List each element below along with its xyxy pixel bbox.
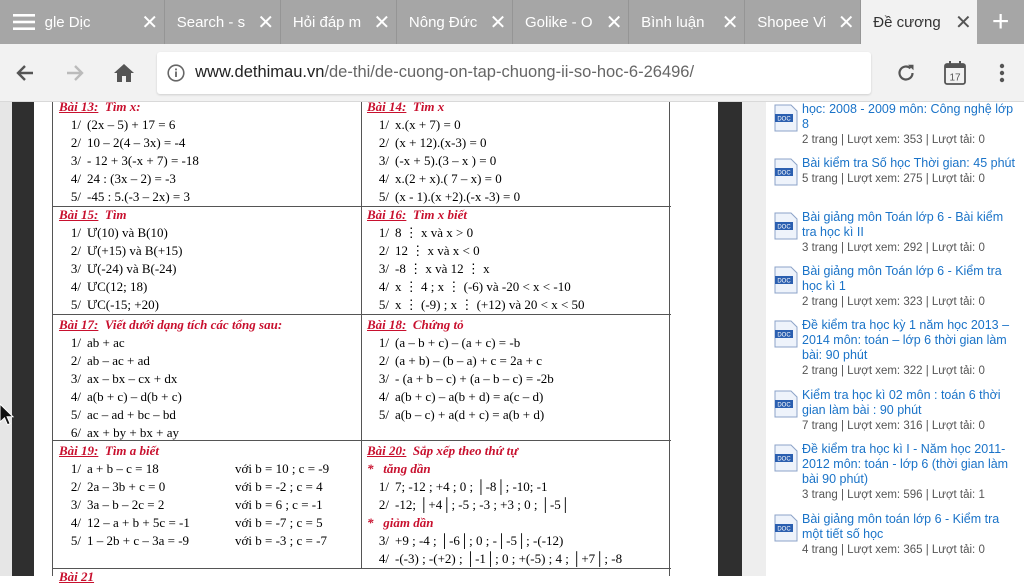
problem-number: 2/ [70, 243, 81, 258]
problem-text: ac – ad + bc – bd [87, 407, 176, 422]
doc-file-label: DOC [777, 402, 791, 409]
problem-number: 3/ [378, 153, 389, 168]
subheading-text: tăng dần [383, 461, 431, 476]
exercise-number: Bài 20: [367, 443, 407, 458]
arrow-left-icon [15, 63, 35, 83]
problem-text: a(b + c) – a(b + d) = a(c – d) [395, 389, 544, 404]
problem-number: 3/ [70, 261, 81, 276]
exercise-15 [59, 206, 183, 314]
doc-file-label: DOC [777, 116, 791, 123]
problem-text: ab + ac [87, 335, 125, 350]
problem-number: 4/ [378, 171, 389, 186]
info-icon[interactable] [167, 64, 185, 82]
problem-number: 1/ [70, 117, 81, 132]
problem-text: Ư(10) và B(10) [87, 225, 168, 240]
calendar-icon [944, 61, 966, 85]
problem-text: (x + 12).(x-3) = 0 [395, 135, 487, 150]
close-icon[interactable]: ✕ [605, 11, 623, 34]
problem-text: 12 ⋮ x và x < 0 [395, 243, 480, 258]
related-doc-item[interactable] [774, 264, 1018, 310]
exercise-number: Bài 13: [59, 99, 99, 114]
exercise-13 [59, 98, 199, 206]
problem-number: 5/ [378, 297, 389, 312]
related-doc-item[interactable] [774, 318, 1018, 379]
problem-text: 8 ⋮ x và x > 0 [395, 225, 474, 240]
exercise-14 [367, 98, 520, 206]
problem-line [367, 152, 520, 170]
problem-text: -(-3) ; -(+2) ; │-1│; 0 ; +(-5) ; 4 ; │+7│; -8 [395, 551, 623, 566]
problem-text: -12; │+4│; -5 ; -3 ; +3 ; 0 ; │-5│ [395, 497, 570, 512]
related-doc-title[interactable]: Đề kiểm tra học kỳ 1 năm học 2013 – 2014 môn: toán – lớp 6 thời gian làm bài: 90 phút [802, 318, 1010, 362]
problem-line [367, 550, 622, 568]
problem-number: 1/ [378, 335, 389, 350]
problem-line [367, 352, 554, 370]
tab-shopee[interactable] [745, 0, 861, 44]
exercise-21 [59, 568, 94, 586]
related-doc-meta: 7 trang | Lượt xem: 316 | Lượt tải: 0 [802, 420, 985, 432]
problem-line [59, 224, 183, 242]
exercise-title: Viết dưới dạng tích các tổng sau: [104, 317, 283, 332]
reload-button[interactable] [881, 44, 931, 102]
problem-text: ƯC(12; 18) [87, 279, 148, 294]
problem-text: 24 : (3x – 2) = -3 [87, 171, 176, 186]
problem-text: Ư(-24) và B(-24) [87, 261, 177, 276]
tab-hoi-dap[interactable] [281, 0, 397, 44]
problem-number: 1/ [378, 225, 389, 240]
close-icon[interactable]: ✕ [257, 11, 275, 34]
problem-number: 4/ [70, 171, 81, 186]
gutter [742, 102, 766, 576]
problem-text: -8 ⋮ x và 12 ⋮ x [395, 261, 490, 276]
home-button[interactable] [99, 44, 149, 102]
tab-title: Golike - O [525, 13, 593, 31]
problem-text: ab – ac + ad [87, 353, 150, 368]
exercise-title: Sắp xếp theo thứ tự [412, 443, 519, 458]
exercise-number: Bài 21 [59, 569, 95, 584]
problem-text: ax + by + bx + ay [87, 425, 180, 440]
tab-title: gle Dịc [44, 13, 91, 31]
problem-condition: với b = 6 ; c = -1 [235, 497, 323, 512]
problem-line [367, 116, 520, 134]
exercise-table [52, 99, 670, 584]
problem-line [367, 134, 520, 152]
problem-line [367, 170, 520, 188]
related-doc-meta: 2 trang | Lượt xem: 353 | Lượt tải: 0 [802, 134, 985, 146]
close-icon[interactable]: ✕ [954, 11, 972, 34]
subheading-descending [367, 514, 622, 532]
related-doc-title[interactable]: Kiểm tra học kì 02 môn : toán 6 thời gian làm bài : 90 phút [802, 388, 1001, 417]
tab-switcher-menu-button[interactable] [0, 0, 49, 44]
problem-number: 5/ [70, 407, 81, 422]
problem-number: 4/ [70, 389, 81, 404]
problem-text: a + b – c = 18 [87, 461, 159, 476]
problem-condition: với b = -3 ; c = -7 [235, 533, 327, 548]
problem-number: 5/ [70, 533, 81, 548]
related-doc-title[interactable]: Bài giảng môn Toán lớp 6 - Bài kiểm tra học kì II [802, 210, 1004, 239]
doc-file-icon [774, 390, 798, 418]
bullet-star: * [367, 461, 374, 476]
exercise-number: Bài 18: [367, 317, 407, 332]
tab-title: Nông Đức [408, 13, 478, 31]
problem-number: 3/ [378, 371, 389, 386]
kebab-menu-icon [999, 63, 1005, 83]
problem-number: 2/ [70, 135, 81, 150]
exercise-heading [59, 442, 190, 460]
web-content [0, 99, 1024, 584]
problem-line [367, 242, 585, 260]
problem-line [367, 478, 622, 496]
related-doc-title[interactable]: Bài kiểm tra Số học Thời gian: 45 phút [802, 156, 1015, 170]
problem-number: 1/ [378, 479, 389, 494]
exercise-title: Tìm [104, 207, 127, 222]
exercise-16 [367, 206, 585, 314]
tab-nong-duc[interactable] [397, 0, 513, 44]
related-doc-item[interactable] [774, 102, 1018, 148]
related-doc-title[interactable]: học: 2008 - 2009 môn: Công nghệ lớp 8 [802, 102, 1014, 131]
problem-text: 3a – b – 2c = 2 [87, 497, 165, 512]
problem-condition: với b = -2 ; c = 4 [235, 479, 323, 494]
problem-line [59, 116, 199, 134]
problem-text: (-x + 5).(3 – x ) = 0 [395, 153, 497, 168]
tab-golike[interactable] [513, 0, 629, 44]
problem-text: -45 : 5.(-3 – 2x) = 3 [87, 189, 191, 204]
mouse-cursor-icon [0, 404, 14, 426]
table-column-divider [361, 102, 362, 568]
exercise-heading [367, 98, 520, 116]
doc-file-label: DOC [777, 170, 791, 177]
back-button[interactable] [0, 44, 50, 102]
problem-text: x.(2 + x).( 7 – x) = 0 [395, 171, 502, 186]
exercise-title: Tìm x: [104, 99, 141, 114]
exercise-20 [367, 442, 622, 568]
related-documents-sidebar [766, 102, 1024, 576]
tab-title: Bình luận [641, 13, 705, 31]
problem-text: 10 – 2(4 – 3x) = -4 [87, 135, 186, 150]
left-margin [0, 102, 12, 576]
problem-number: 2/ [70, 479, 81, 494]
related-doc-item[interactable] [774, 442, 1018, 503]
home-icon [113, 63, 135, 83]
exercise-title: Tìm x [412, 99, 445, 114]
doc-file-label: DOC [777, 332, 791, 339]
subheading-ascending [367, 460, 622, 478]
problem-number: 1/ [70, 335, 81, 350]
related-doc-item[interactable] [774, 388, 1018, 434]
tab-search[interactable] [165, 0, 281, 44]
tab-title: Shopee Vi [757, 13, 827, 31]
related-doc-meta: 5 trang | Lượt xem: 275 | Lượt tải: 0 [802, 173, 985, 185]
calendar-day: 17 [949, 72, 961, 83]
overflow-menu-button[interactable] [980, 44, 1024, 102]
problem-condition: với b = -7 ; c = 5 [235, 515, 323, 530]
problem-line [59, 352, 282, 370]
problem-number: 3/ [70, 153, 81, 168]
exercise-heading [367, 206, 585, 224]
related-doc-meta: 2 trang | Lượt xem: 323 | Lượt tải: 0 [802, 296, 985, 308]
problem-number: 5/ [378, 407, 389, 422]
close-icon[interactable]: ✕ [837, 11, 855, 34]
related-doc-item[interactable] [774, 210, 1018, 256]
problem-line [59, 170, 199, 188]
exercise-number: Bài 15: [59, 207, 99, 222]
problem-line [59, 406, 282, 424]
exercise-heading [59, 568, 94, 586]
doc-file-icon [774, 514, 798, 542]
close-icon[interactable]: ✕ [721, 11, 739, 34]
problem-number: 2/ [378, 135, 389, 150]
exercise-19 [59, 442, 330, 550]
table-row-divider [53, 568, 671, 569]
related-doc-title[interactable]: Bài giảng môn Toán lớp 6 - Kiểm tra học kì 1 [802, 264, 1002, 293]
problem-number: 4/ [70, 515, 81, 530]
problem-line [59, 532, 327, 550]
problem-line [59, 514, 323, 532]
plus-icon: + [991, 5, 1010, 38]
problem-text: (2x – 5) + 17 = 6 [87, 117, 176, 132]
tab-binh-luan[interactable] [629, 0, 745, 44]
document-page [34, 99, 718, 584]
tab-title: Hỏi đáp m [292, 13, 362, 31]
new-tab-button[interactable] [977, 0, 1024, 44]
url-text[interactable] [195, 63, 694, 82]
problem-line [367, 224, 585, 242]
reload-icon [896, 63, 916, 83]
problem-line [59, 478, 323, 496]
doc-file-icon [774, 158, 798, 186]
exercise-title: Chứng tỏ [412, 317, 464, 332]
problem-line [367, 296, 585, 314]
exercise-17 [59, 316, 282, 442]
exercise-number: Bài 17: [59, 317, 99, 332]
related-doc-meta: 2 trang | Lượt xem: 322 | Lượt tải: 0 [802, 365, 985, 377]
problem-line [367, 388, 554, 406]
problem-number: 2/ [378, 497, 389, 512]
doc-viewer-border-left [12, 102, 34, 576]
bullet-star: * [367, 515, 374, 530]
problem-text: a(b + c) – d(b + c) [87, 389, 182, 404]
problem-line [367, 260, 585, 278]
problem-number: 1/ [70, 225, 81, 240]
problem-number: 3/ [70, 371, 81, 386]
doc-file-icon [774, 212, 798, 240]
problem-line [367, 334, 554, 352]
problem-number: 5/ [70, 189, 81, 204]
problem-text: +9 ; -4 ; │-6│; 0 ; -│-5│; -(-12) [395, 533, 564, 548]
related-doc-title[interactable]: Đề kiểm tra học kì I - Năm học 2011-2012 môn: toán - lớp 6 (thời gian làm bài 90 phút) [802, 442, 1009, 486]
exercise-title: Tìm a biết [104, 443, 160, 458]
problem-line [59, 460, 330, 478]
exercise-heading [59, 98, 199, 116]
problem-text: (a – b + c) – (a + c) = -b [395, 335, 521, 350]
address-bar[interactable] [157, 52, 871, 94]
exercise-number: Bài 19: [59, 443, 99, 458]
problem-text: x.(x + 7) = 0 [395, 117, 461, 132]
problem-line [367, 496, 622, 514]
url-host: www.dethimau.vn [195, 63, 325, 81]
tab-strip [0, 0, 1024, 44]
problem-line [59, 334, 282, 352]
table-row-divider [53, 314, 671, 315]
problem-line [367, 532, 622, 550]
problem-number: 2/ [378, 243, 389, 258]
tab-title: Search - s [176, 13, 246, 31]
problem-text: 1 – 2b + c – 3a = -9 [87, 533, 190, 548]
problem-number: 6/ [70, 425, 81, 440]
close-icon[interactable]: ✕ [373, 11, 391, 34]
tab-title: Đề cương [873, 13, 941, 31]
forward-button[interactable] [50, 44, 100, 102]
problem-number: 2/ [378, 353, 389, 368]
problem-number: 3/ [70, 497, 81, 512]
doc-file-label: DOC [777, 456, 791, 463]
problem-number: 5/ [378, 189, 389, 204]
problem-text: ax – bx – cx + dx [87, 371, 178, 386]
problem-number: 1/ [70, 461, 81, 476]
problem-text: 7; -12 ; +4 ; 0 ; │-8│; -10; -1 [395, 479, 548, 494]
doc-file-label: DOC [777, 526, 791, 533]
tab-de-cuong-active[interactable] [861, 0, 977, 44]
doc-file-icon [774, 444, 798, 472]
problem-text: x ⋮ (-9) ; x ⋮ (+12) và 20 < x < 50 [395, 297, 585, 312]
related-doc-item[interactable] [774, 512, 1018, 558]
problem-number: 4/ [378, 551, 389, 566]
problem-line [59, 278, 183, 296]
problem-line [59, 370, 282, 388]
close-icon[interactable]: ✕ [141, 11, 159, 34]
problem-text: 2a – 3b + c = 0 [87, 479, 166, 494]
problem-line [367, 370, 554, 388]
problem-line [367, 278, 585, 296]
problem-number: 4/ [378, 279, 389, 294]
doc-viewer-border-right [718, 102, 742, 576]
problem-line [59, 260, 183, 278]
problem-number: 2/ [70, 353, 81, 368]
doc-file-icon [774, 266, 798, 294]
problem-line [59, 134, 199, 152]
exercise-number: Bài 16: [367, 207, 407, 222]
problem-line [59, 296, 183, 314]
related-doc-meta: 3 trang | Lượt xem: 292 | Lượt tải: 0 [802, 242, 985, 254]
problem-condition: với b = 10 ; c = -9 [235, 461, 330, 476]
exercise-title: Tìm x biết [412, 207, 468, 222]
problem-line [59, 152, 199, 170]
problem-number: 4/ [378, 389, 389, 404]
problem-number: 1/ [378, 117, 389, 132]
problem-text: - 12 + 3(-x + 7) = -18 [87, 153, 199, 168]
doc-file-label: DOC [777, 224, 791, 231]
problem-number: 5/ [70, 297, 81, 312]
problem-line [367, 406, 554, 424]
problem-number: 3/ [378, 261, 389, 276]
related-doc-meta: 3 trang | Lượt xem: 596 | Lượt tải: 1 [802, 489, 985, 501]
url-path: /de-thi/de-cuong-on-tap-chuong-ii-so-hoc-6-26496/ [324, 63, 695, 81]
exercise-heading [367, 316, 554, 334]
problem-text: 12 – a + b + 5c = -1 [87, 515, 190, 530]
tab-google-dich[interactable] [44, 0, 165, 44]
related-doc-meta: 4 trang | Lượt xem: 365 | Lượt tải: 0 [802, 544, 985, 556]
hamburger-icon [13, 14, 35, 30]
exercise-heading [59, 316, 282, 334]
problem-line [59, 188, 199, 206]
problem-text: ƯC(-15; +20) [87, 297, 159, 312]
problem-number: 3/ [378, 533, 389, 548]
exercise-heading [367, 442, 622, 460]
calendar-button[interactable] [931, 44, 981, 102]
problem-number: 4/ [70, 279, 81, 294]
problem-text: x ⋮ 4 ; x ⋮ (-6) và -20 < x < -10 [395, 279, 571, 294]
doc-file-icon [774, 320, 798, 348]
exercise-number: Bài 14: [367, 99, 407, 114]
problem-line [59, 242, 183, 260]
doc-file-label: DOC [777, 278, 791, 285]
problem-line [59, 388, 282, 406]
problem-line [59, 424, 282, 442]
problem-line [367, 188, 520, 206]
related-doc-title[interactable]: Bài giảng môn toán lớp 6 - Kiểm tra một tiết số học [802, 512, 1000, 541]
problem-text: Ư(+15) và B(+15) [87, 243, 183, 258]
browser-toolbar [0, 44, 1024, 102]
problem-text: a(b – c) + a(d + c) = a(b + d) [395, 407, 545, 422]
problem-line [59, 496, 323, 514]
subheading-text: giảm dần [383, 515, 434, 530]
related-doc-item[interactable] [774, 156, 1018, 187]
doc-file-icon [774, 104, 798, 132]
problem-text: (x - 1).(x +2).(-x -3) = 0 [395, 189, 521, 204]
close-icon[interactable]: ✕ [489, 11, 507, 34]
arrow-right-icon [65, 63, 85, 83]
problem-text: - (a + b – c) + (a – b – c) = -2b [395, 371, 554, 386]
exercise-18 [367, 316, 554, 424]
problem-text: (a + b) – (b – a) + c = 2a + c [395, 353, 542, 368]
exercise-heading [59, 206, 183, 224]
